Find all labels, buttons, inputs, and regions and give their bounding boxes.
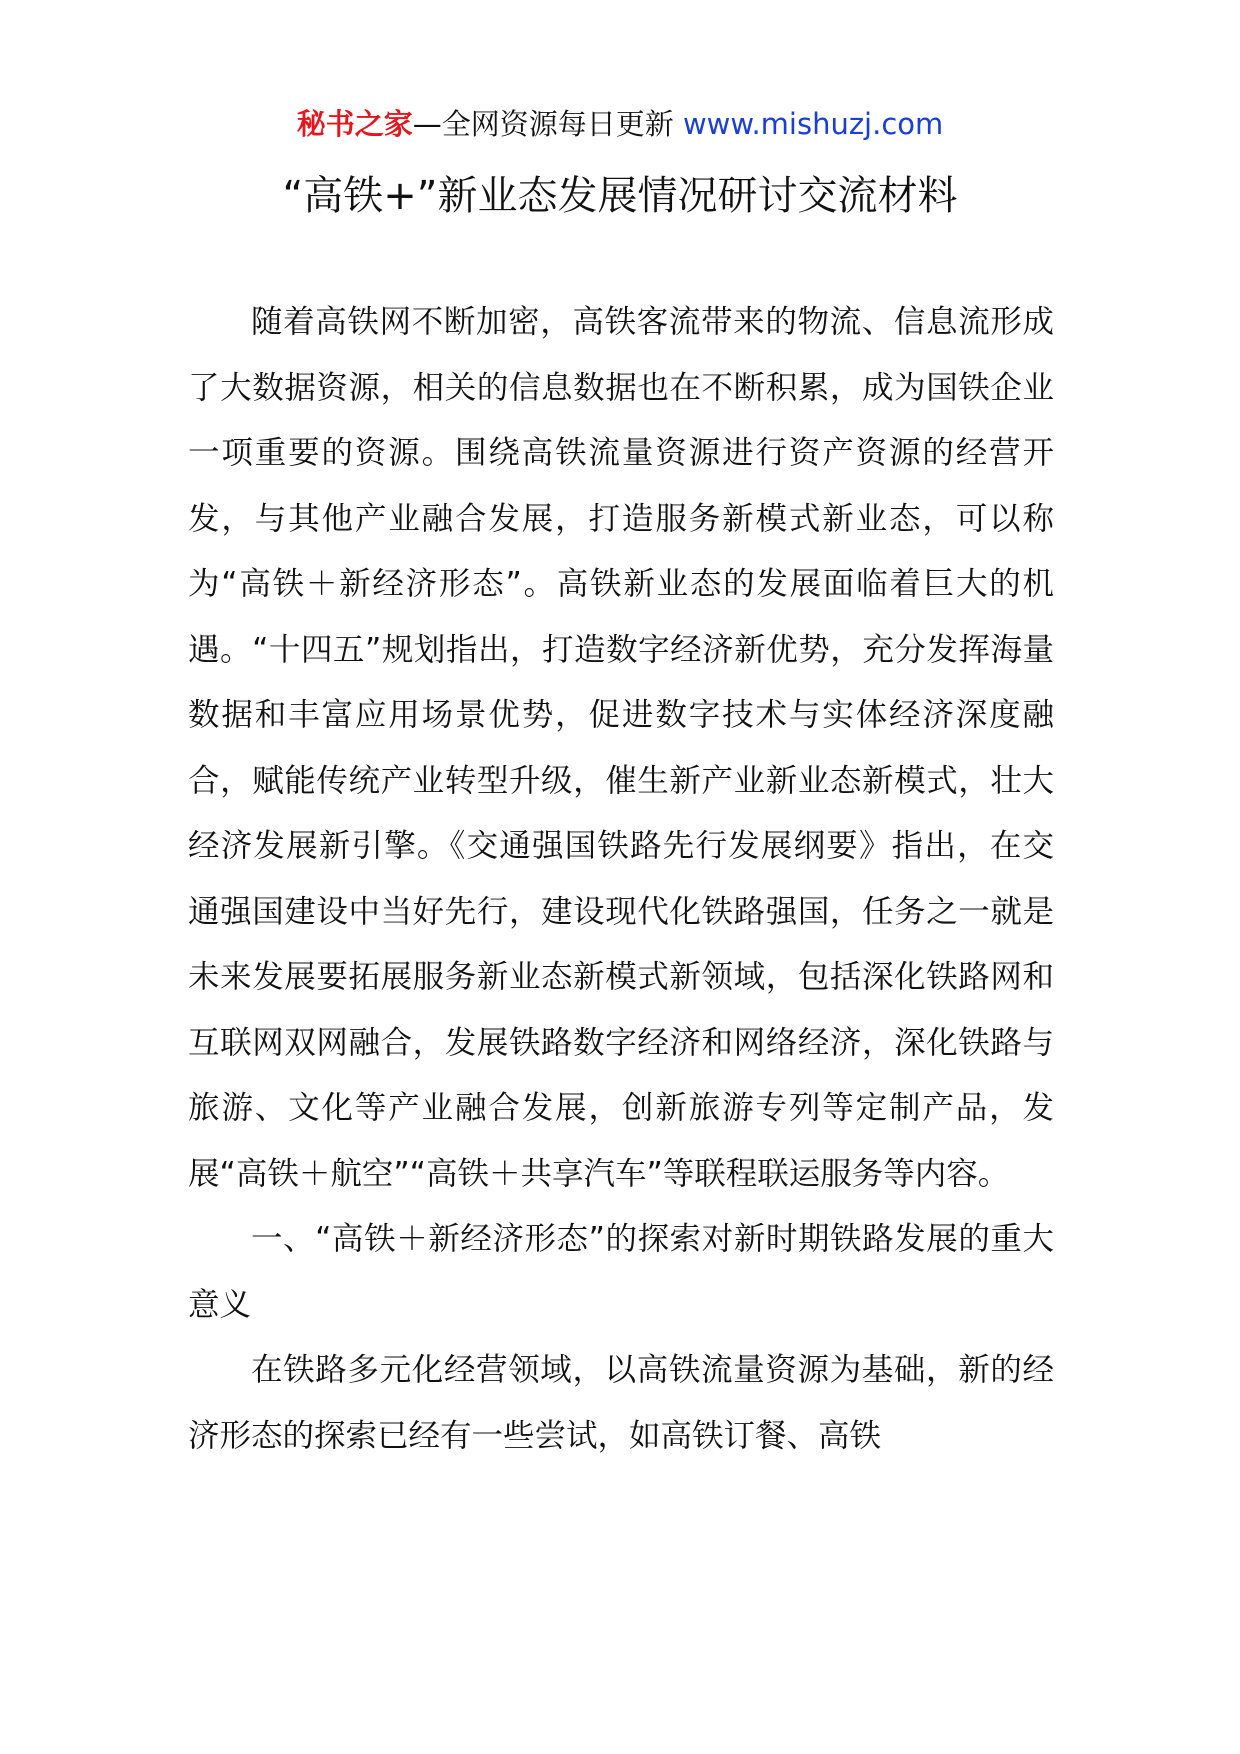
brand-name: 秘书之家 bbox=[296, 107, 413, 141]
paragraph-section-one: 在铁路多元化经营领域，以高铁流量资源为基础，新的经济形态的探索已经有一些尝试，如高铁订餐、高铁 bbox=[188, 1352, 1054, 1454]
paragraph-intro: 随着高铁网不断加密，高铁客流带来的物流、信息流形成了大数据资源，相关的信息数据也在不断积累，成为国铁企业一项重要的资源。围绕高铁流量资源进行资产资源的经营开发，与其他产业融合发展，打造服务新模式新业态，可以称为“高铁＋新经济形态”。高铁新业态的发展面临着巨大的机遇。“十四五”规划指出，打造数字经济新优势，充分发挥海量数据和丰富应用场景优势，促进数字技术与实体经济深度融合，赋能传统产业转型升级，催生新产业新业态新模式，壮大经济发展新引擎。《交通强国铁路先行发展纲要》指出，在交通强国建设中当好先行，建设现代化铁路强国，任务之一就是未来发展要拓展服务新业态新模式新领域，包括深化铁路网和互联网双网融合，发展铁路数字经济和网络经济，深化铁路与旅游、文化等产业融合发展，创新旅游专列等定制产品，发展“高铁＋航空”“高铁＋共享汽车”等联程联运服务等内容。 bbox=[188, 304, 1054, 1192]
header-tagline: —全网资源每日更新 bbox=[412, 107, 683, 141]
document-body bbox=[188, 290, 1054, 1469]
section-heading: 一、“高铁＋新经济形态”的探索对新时期铁路发展的重大意义 bbox=[188, 1221, 1054, 1323]
document-title: “高铁+”新业态发展情况研讨交流材料 bbox=[282, 173, 958, 219]
site-url-link[interactable]: www.mishuzj.com bbox=[682, 107, 944, 141]
site-header bbox=[0, 104, 1240, 144]
